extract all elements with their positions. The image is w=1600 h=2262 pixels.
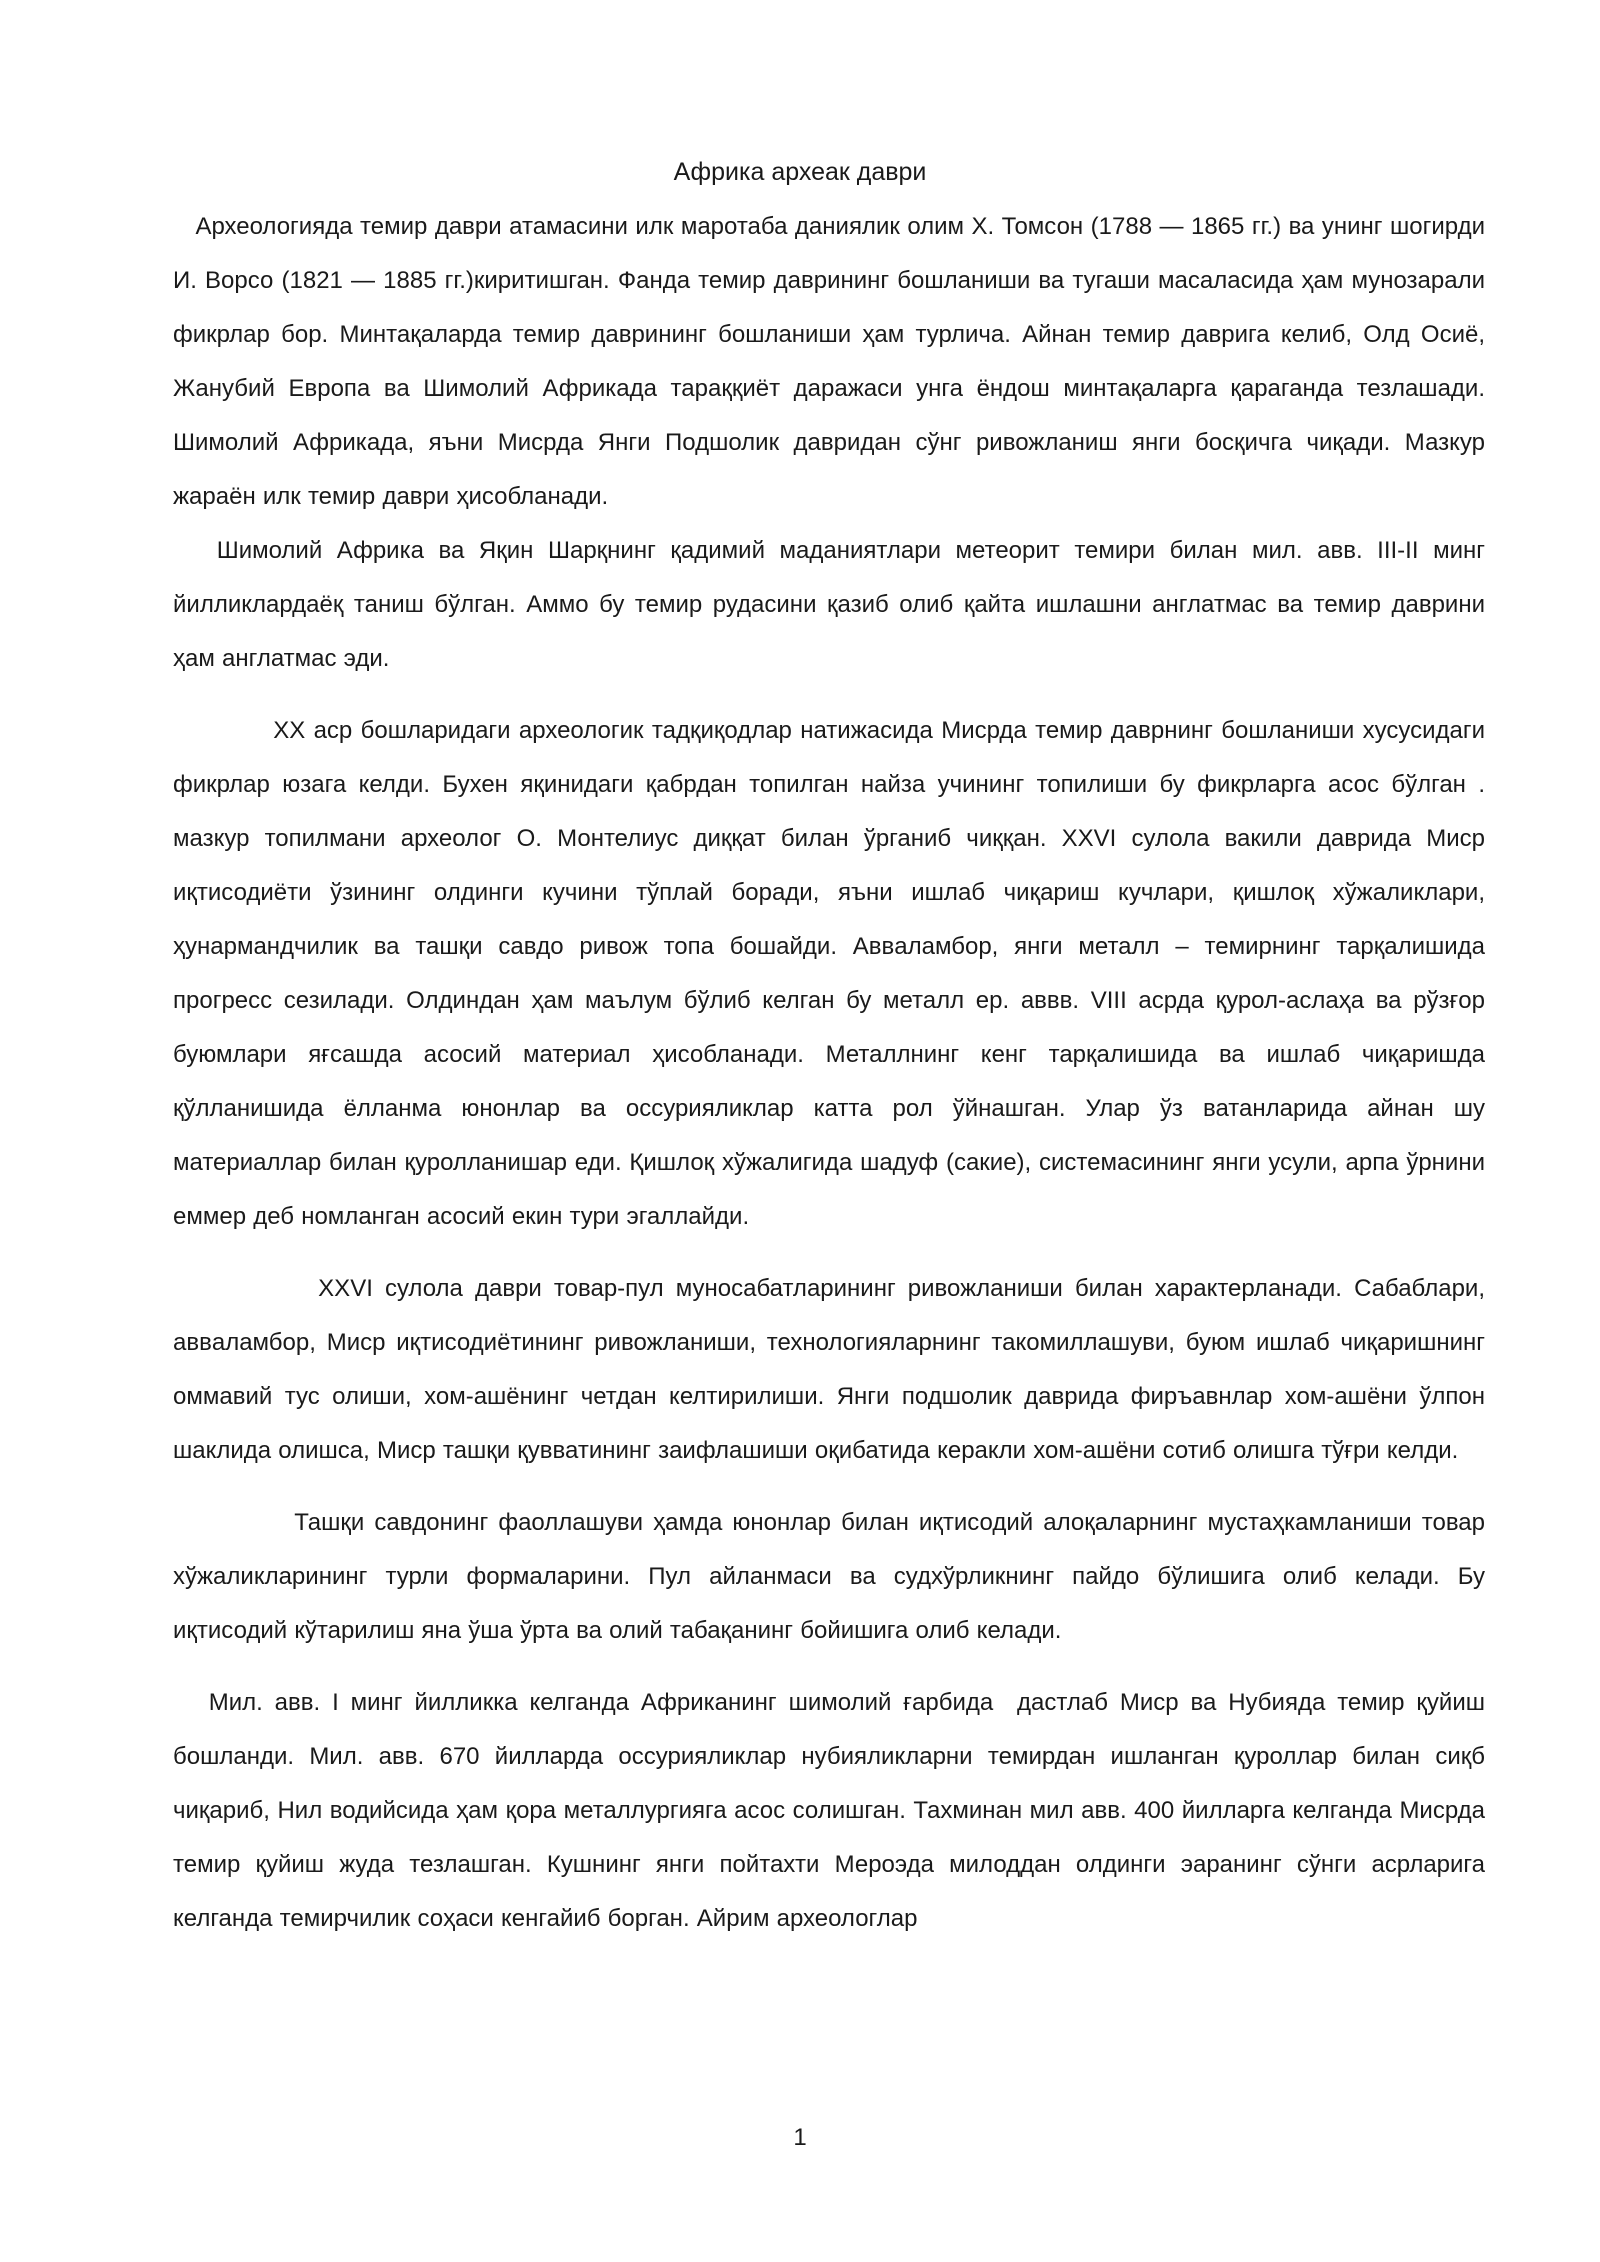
document-body: [173, 200, 1507, 1946]
paragraph-3: XX аср бошларидаги археологик тадқиқодлар натижасида Мисрда темир даврнинг бошланиши хусусидаги фикрлар юзага келди. Бухен яқинидаги қабрдан топилган найза учининг топилиши бу фикрларга асос бўлган . мазкур топилмани археолог О. Монтелиус диққат билан ўрганиб чиққан. XXVI сулола вакили даврида Миср иқтисодиёти ўзининг олдинги кучини тўплай боради, яъни ишлаб чиқариш кучлари, қишлоқ хўжаликлари, ҳунармандчилик ва ташқи савдо ривож топа бошайди. Аввaламбор, янги металл – темирнинг тарқалишида прогресс сезилади. Олдиндан ҳам маълум бўлиб келган бу металл ер. аввв. VIII асрда қурол-аслаҳа ва рўзғор буюмлари яғсашда асосий материал ҳисобланади. Металлнинг кенг тарқалишида ва ишлаб чиқаришда қўлланишида ёлланма юнонлар ва оссурияликлар катта рол ўйнашган. Улар ўз ватанларида айнан шу материаллар билан қуролланишар еди. Қишлоқ хўжалигида шадуф (сакие), системасининг янги усули, арпа ўрнини еммер деб номланган асосий екин тури эгаллайди.: [173, 717, 1493, 1230]
page-number: 1: [793, 2124, 807, 2151]
paragraph-1: Археологияда темир даври атамасини илк маротаба даниялик олим Х. Томсон (1788 — 1865 гг.) ва унинг шогирди И. Ворсо (1821 — 1885 гг.)киритишган. Фанда темир даврининг бошланиши ва тугаши масаласида ҳам мунозарали фикрлар бор. Минтақаларда темир даврининг бошланиши ҳам турлича. Айнан темир даврига келиб, Олд Осиё, Жанубий Европа ва Шимолий Африкада тараққиёт даражаси унга ёндош минтақаларга қараганда тезлашади. Шимолий Африкада, яъни Мисрда Янги Подшолик давридан сўнг ривожланиш янги босқичга чиқади. Мазкур жараён илк темир даври ҳисобланади.: [173, 213, 1507, 510]
paragraph-4: XXVI сулола даври товар-пул муносабатларининг ривожланиши билан характерланади. Сабаблари, аввaламбор, Миср иқтисодиётининг ривожланиши, технологияларнинг такомиллашуви, буюм ишлаб чиқаришнинг оммавий тус олиши, хом-ашёнинг четдан келтирилиши. Янги подшолик даврида фиръавнлар хом-ашёни ўлпон шаклида олишса, Миср ташқи қувватининг заифлашиши оқибатида керакли хом-ашёни сотиб олишга тўғри келди.: [173, 1275, 1493, 1464]
paragraph-6: Мил. авв. I минг йилликка келганда Африканинг шимолий ғарбида дастлаб Миср ва Нубияда темир қуйиш бошланди. Мил. авв. 670 йилларда оссурияликлар нубияликларни темирдан ишланган қуроллар билан сиқб чиқариб, Нил водийсида ҳам қора металлургияга асос солишган. Тахминан мил авв. 400 йилларга келганда Мисрда темир қуйиш жуда тезлашган. Кушнинг янги пойтахти Мероэда милоддан олдинги эаранинг сўнги асрларига келганда темирчилик соҳаси кенгайиб борган. Айрим археологлар: [173, 1689, 1493, 1932]
document-title: Африка археак даври: [673, 158, 927, 186]
paragraph-5: Ташқи савдонинг фаоллашуви ҳамда юнонлар билан иқтисодий алоқаларнинг мустаҳкамланиши товар хўжаликларининг турли формаларини. Пул айланмаси ва судхўрликнинг пайдо бўлишига олиб келади. Бу иқтисодий кўтарилиш яна ўша ўрта ва олий табақанинг бойишига олиб келади.: [173, 1509, 1493, 1644]
paragraph-2: Шимолий Африка ва Яқин Шарқнинг қадимий маданиятлари метеорит темири билан мил. авв. III-II минг йилликлардаёқ таниш бўлган. Аммо бу темир рудасини қазиб олиб қайта ишлашни англатмас ва темир даврини ҳам англатмас эди.: [173, 537, 1493, 672]
